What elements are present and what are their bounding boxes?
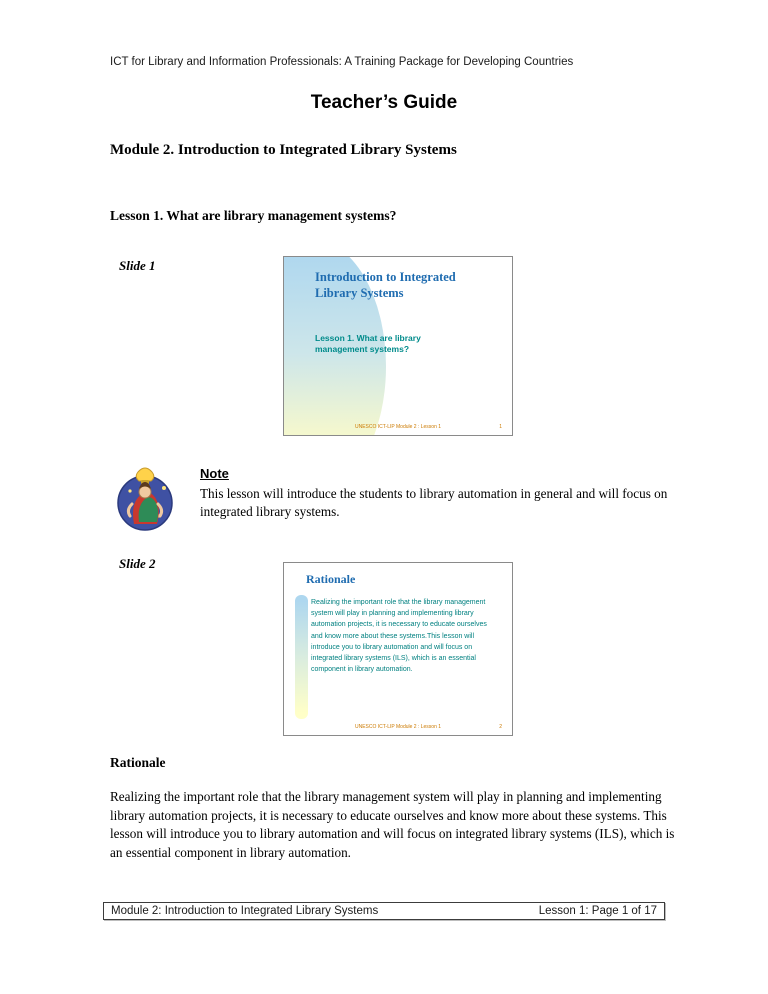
- note-clipart: [112, 464, 178, 532]
- slide2-footer-text: UNESCO ICT-LIP Module 2 : Lesson 1: [354, 724, 442, 730]
- note-label: Note: [200, 466, 229, 481]
- rationale-heading: Rationale: [110, 755, 166, 770]
- note-text: This lesson will introduce the students to library automation in general and will focus on integrated library systems.: [200, 486, 668, 520]
- slide1-subtitle: Lesson 1. What are library management systems?: [315, 333, 421, 354]
- slide1-footer-text: UNESCO ICT-LIP Module 2 : Lesson 1: [354, 424, 442, 430]
- slide2-label: Slide 2: [119, 556, 156, 571]
- slide1-title: Introduction to Integrated Library Systems: [315, 270, 456, 300]
- slide2-body-text: Realizing the important role that the library management system will play in planning and implementing library automation projects, it is necessary to educate ourselves and know more about these systems.This lesson will introduce you to library automation and will focus on integrated library systems (ILS), which is an essential component in library automation.: [311, 599, 487, 674]
- slide2-thumbnail: [283, 562, 513, 736]
- lesson-heading: Lesson 1. What are library management systems?: [110, 208, 397, 223]
- document-header: ICT for Library and Information Professionals: A Training Package for Developing Countries: [110, 56, 574, 68]
- page-title: Teacher’s Guide: [310, 92, 458, 113]
- page-footer: [103, 902, 665, 920]
- module-title: Module 2. Introduction to Integrated Library Systems: [110, 142, 457, 158]
- slide2-gradient-decoration: [295, 595, 308, 719]
- footer-left-text: Module 2: Introduction to Integrated Library Systems: [111, 905, 379, 917]
- teacher-lightbulb-icon: [112, 464, 178, 532]
- rationale-paragraph: Realizing the important role that the library management system will play in planning and implementing library automation projects, it is necessary to educate ourselves and know more about these systems. This lesson will introduce you to library automation and will focus on integrated library systems (ILS), which is an essential component in library automation.: [110, 789, 675, 861]
- slide1-number: 1: [499, 424, 502, 430]
- slide1-thumbnail: [283, 256, 513, 436]
- footer-right-text: Lesson 1: Page 1 of 17: [538, 905, 657, 917]
- slide2-title: Rationale: [306, 572, 356, 586]
- slide1-label: Slide 1: [119, 258, 156, 273]
- slide2-number: 2: [499, 724, 502, 730]
